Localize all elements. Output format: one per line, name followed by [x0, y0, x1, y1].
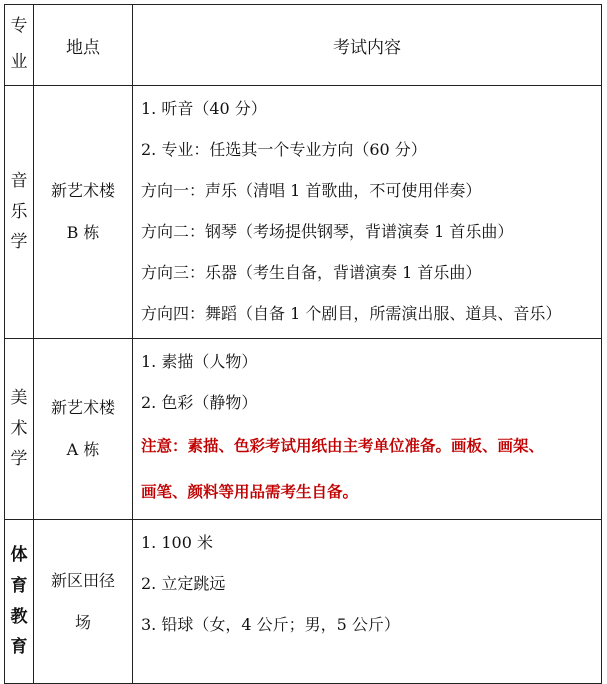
location-cell	[34, 339, 133, 520]
location-line: 新区田径	[50, 570, 115, 590]
content-line: 1. 100 米	[141, 533, 213, 552]
header-row	[5, 5, 602, 86]
content-line: 2. 立定跳远	[141, 574, 226, 593]
content-line: 方向三：乐器（考生自备，背谱演奏 1 首乐曲）	[141, 263, 482, 282]
header-content-text: 考试内容	[333, 37, 401, 58]
major-text	[5, 540, 33, 662]
content-line: 方向二：钢琴（考场提供钢琴，背谱演奏 1 首乐曲）	[141, 222, 514, 241]
content-cell	[133, 339, 602, 520]
vertical-char: 乐	[10, 201, 28, 222]
location-line: 新艺术楼	[50, 398, 115, 418]
vertical-char: 育	[10, 575, 28, 596]
major-cell	[5, 520, 34, 684]
vertical-char: 育	[10, 637, 28, 658]
row-art	[5, 339, 602, 520]
content-cell	[133, 520, 602, 684]
content-line: 2. 色彩（静物）	[141, 393, 258, 412]
major-cell	[5, 86, 34, 339]
content-line: 1. 素描（人物）	[141, 352, 258, 371]
location-line: 新艺术楼	[50, 181, 115, 201]
content-cell	[133, 86, 602, 339]
notice-line: 画笔、颜料等用品需考生自备。	[141, 482, 359, 501]
vertical-char: 音	[10, 171, 28, 192]
vertical-char: 学	[10, 232, 28, 253]
location-line: A 栋	[66, 440, 100, 459]
major-text	[5, 383, 33, 475]
vertical-char: 术	[10, 418, 28, 439]
major-text	[5, 166, 33, 258]
content-line: 方向一：声乐（清唱 1 首歌曲，不可使用伴奏）	[141, 181, 482, 200]
vertical-char: 专	[10, 16, 28, 37]
vertical-char: 业	[10, 52, 28, 72]
content-line: 2. 专业：任选其一个专业方向（60 分）	[141, 140, 427, 159]
row-pe	[5, 520, 602, 684]
header-major	[5, 5, 34, 86]
notice-line: 注意：素描、色彩考试用纸由主考单位准备。画板、画架、	[141, 436, 545, 455]
vertical-char: 学	[10, 449, 28, 470]
location-cell	[34, 520, 133, 684]
content-line: 3. 铅球（女，4 公斤；男，5 公斤）	[141, 615, 400, 634]
exam-table	[4, 4, 602, 684]
vertical-char: 教	[10, 606, 28, 627]
location-cell	[34, 86, 133, 339]
row-music	[5, 86, 602, 339]
location-line: B 栋	[66, 223, 100, 242]
location-line: 场	[74, 612, 91, 632]
header-location-text: 地点	[66, 37, 100, 58]
content-line: 方向四：舞蹈（自备 1 个剧目，所需演出服、道具、音乐）	[141, 304, 562, 323]
header-major-text	[5, 9, 33, 80]
major-cell	[5, 339, 34, 520]
vertical-char: 体	[10, 545, 28, 566]
header-location	[34, 5, 133, 86]
vertical-char: 美	[10, 388, 28, 409]
header-content	[133, 5, 602, 86]
content-line: 1. 听音（40 分）	[141, 99, 267, 118]
